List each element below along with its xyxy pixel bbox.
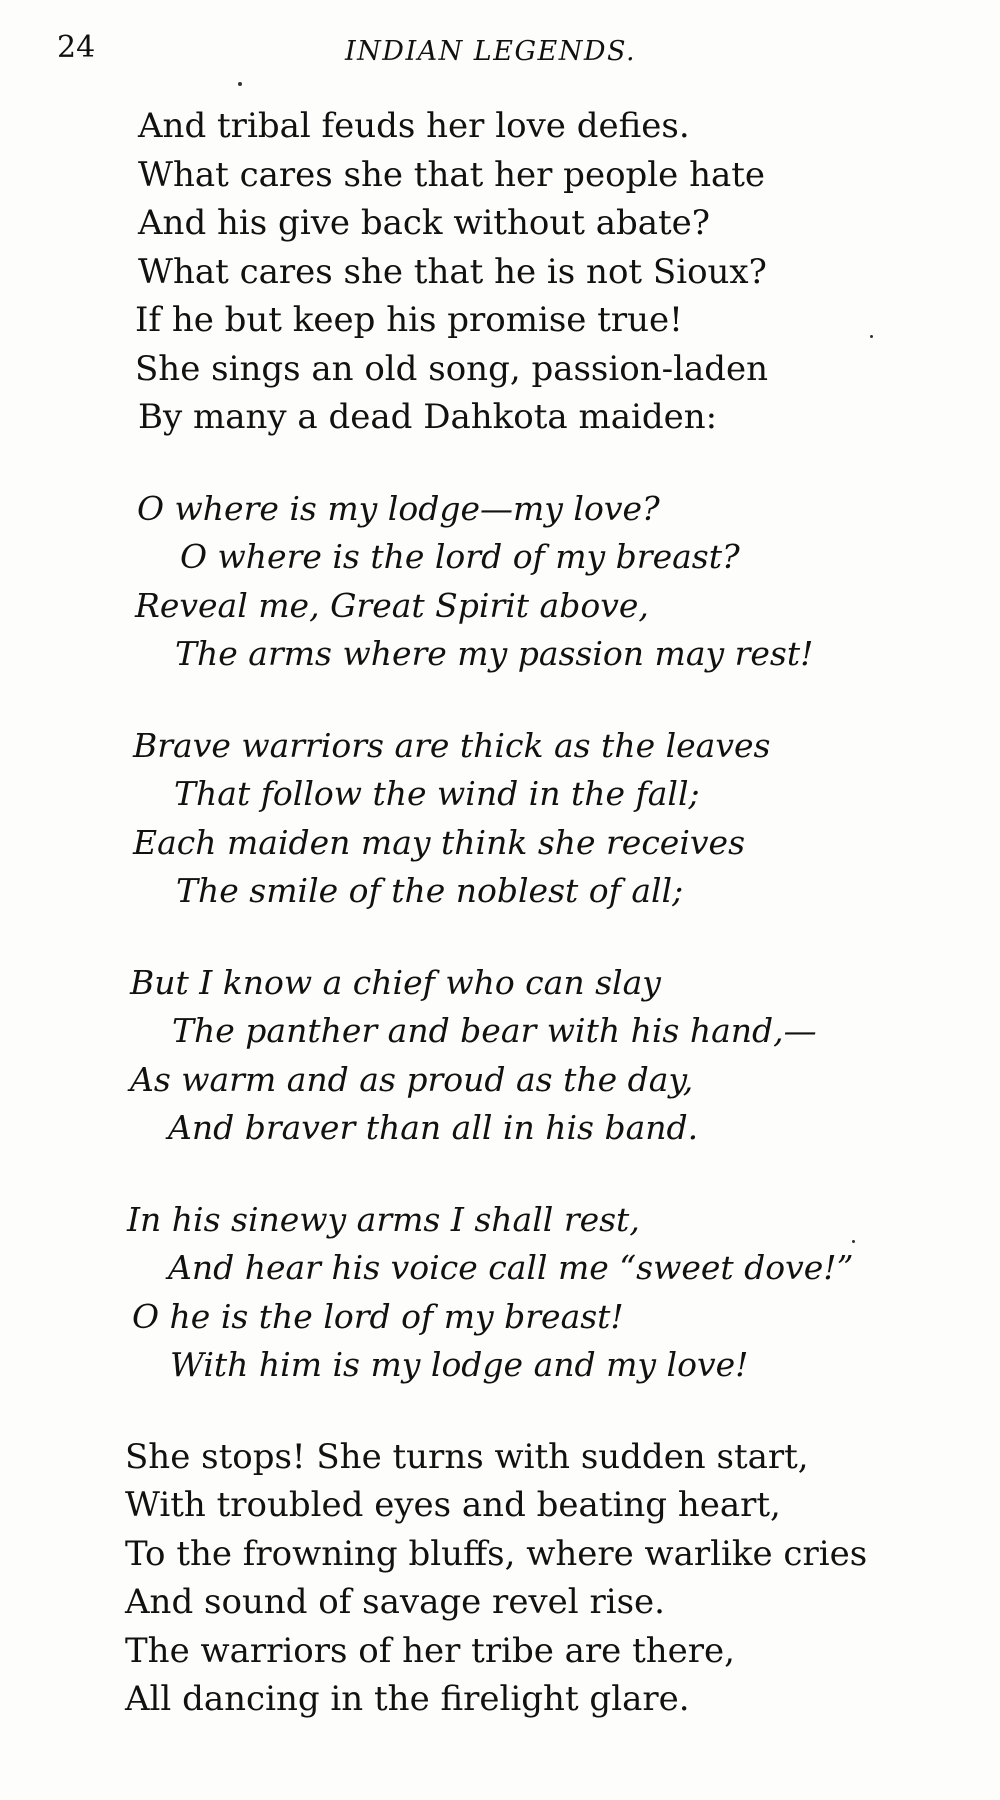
stanza-gap <box>0 1390 1000 1433</box>
song-line: O he is the lord of my breast! <box>132 1296 624 1336</box>
song-line: Reveal me, Great Spirit above, <box>135 585 649 625</box>
poem-line: With troubled eyes and beating heart, <box>125 1485 781 1525</box>
song-line: With him is my lodge and my love! <box>170 1345 749 1384</box>
song-line: The arms where my passion may rest! <box>175 634 814 673</box>
poem-line: And sound of savage revel rise. <box>125 1582 665 1622</box>
poem-line: If he but keep his promise true! <box>135 300 683 340</box>
song-line: That follow the wind in the fall; <box>174 774 700 813</box>
song-line: The smile of the noblest of all; <box>176 871 684 910</box>
song-stanza-3 <box>0 959 1000 1153</box>
poem-line: And his give back without abate? <box>138 203 711 243</box>
song-line: And hear his voice call me “sweet dove!” <box>168 1248 854 1287</box>
poem-line: All dancing in the firelight glare. <box>125 1679 690 1719</box>
song-line: But I know a chief who can slay <box>130 962 661 1002</box>
print-speck <box>852 1240 855 1243</box>
poem-line: She sings an old song, passion-laden <box>135 348 769 389</box>
song-line: The panther and bear with his hand,— <box>172 1011 817 1050</box>
intro-stanza <box>0 102 1000 442</box>
stanza-gap <box>0 442 1000 485</box>
poem-line: To the frowning bluffs, where warlike cries <box>125 1533 868 1574</box>
page-number: 24 <box>57 30 96 65</box>
stanza-gap <box>0 916 1000 959</box>
poem-body <box>0 102 1000 1724</box>
poem-line: What cares she that her people hate <box>138 154 766 195</box>
stanza-gap <box>0 1153 1000 1196</box>
song-line: And braver than all in his band. <box>168 1108 699 1147</box>
song-stanza-1 <box>0 485 1000 679</box>
poem-line: What cares she that he is not Sioux? <box>138 251 767 292</box>
page-header <box>0 28 1000 78</box>
song-line: O where is the lord of my breast? <box>180 537 740 576</box>
print-speck <box>238 82 242 86</box>
song-line: Each maiden may think she receives <box>133 822 745 862</box>
song-stanza-2 <box>0 722 1000 916</box>
song-line: Brave warriors are thick as the leaves <box>133 725 771 765</box>
poem-line: She stops! She turns with sudden start, <box>125 1436 809 1477</box>
running-title: INDIAN LEGENDS. <box>345 36 637 67</box>
song-line: O where is my lodge—my love? <box>137 488 660 528</box>
print-speck <box>870 335 873 338</box>
song-line: In his sinewy arms I shall rest, <box>127 1199 640 1239</box>
closing-stanza <box>0 1433 1000 1724</box>
poem-line: The warriors of her tribe are there, <box>125 1630 735 1671</box>
song-stanza-4 <box>0 1196 1000 1390</box>
song-line: As warm and as proud as the day, <box>130 1059 694 1099</box>
poem-line: And tribal feuds her love defies. <box>138 106 690 146</box>
poem-line: By many a dead Dahkota maiden: <box>138 397 718 437</box>
stanza-gap <box>0 679 1000 722</box>
